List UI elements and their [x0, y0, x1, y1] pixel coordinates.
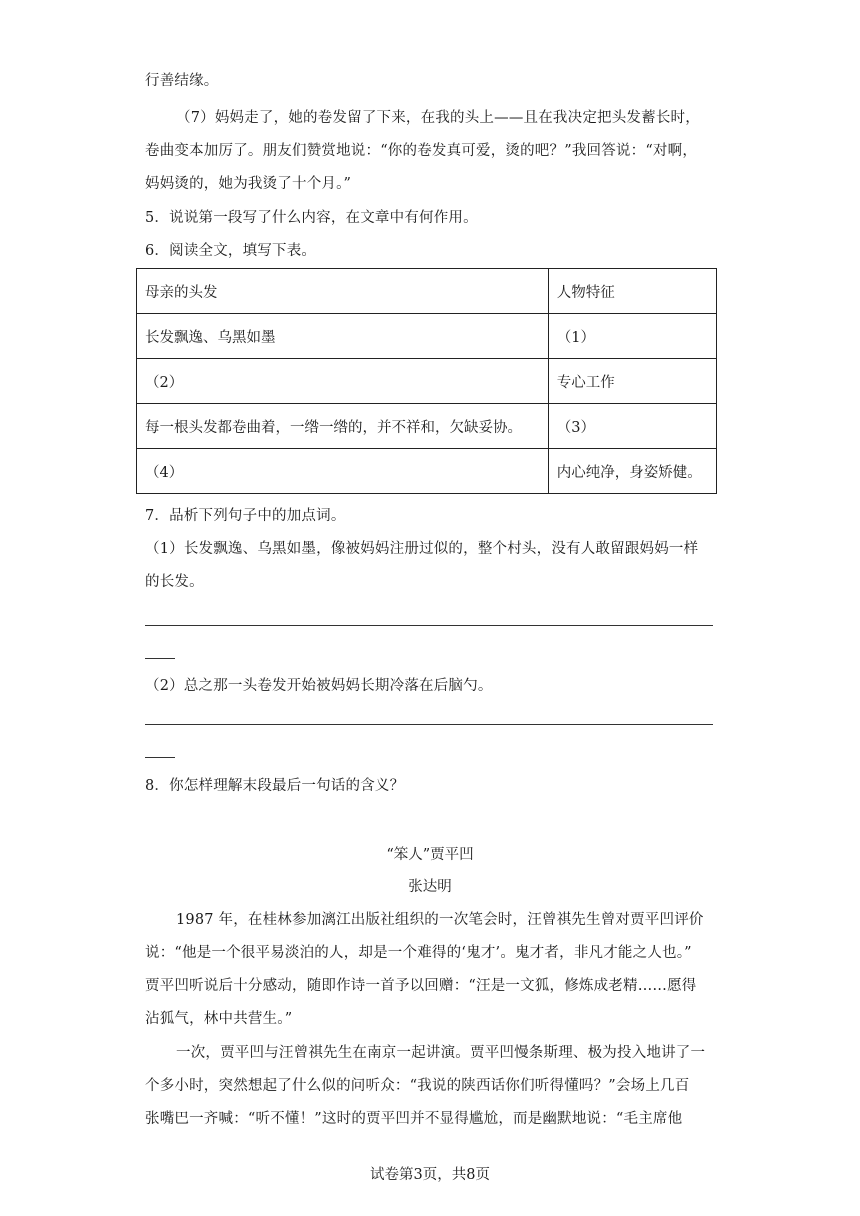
table-row: [137, 359, 717, 404]
answer-line[interactable]: [145, 625, 713, 626]
table-row: [137, 404, 717, 449]
question-7-2: （2）总之那一头卷发开始被妈妈长期冷落在后脑勺。: [145, 678, 493, 694]
table-row: [137, 449, 717, 494]
table-cell-blank[interactable]: （1）: [548, 314, 716, 359]
table-row: [137, 314, 717, 359]
article-author: 张达明: [408, 879, 452, 895]
table-cell: 长发飘逸、乌黑如墨: [137, 314, 549, 359]
table-header-cell: 母亲的头发: [137, 269, 549, 314]
paragraph-7-line-2: 卷曲变本加厉了。朋友们赞赏地说：“你的卷发真可爱，烫的吧？”我回答说：“对啊，: [145, 143, 698, 159]
paragraph-6-ending: 行善结缘。: [145, 73, 219, 89]
question-7-1-line-1: （1）长发飘逸、乌黑如墨，像被妈妈注册过似的，整个村头，没有人敢留跟妈妈一样: [145, 541, 699, 557]
table-header-row: [137, 269, 717, 314]
answer-line-tail[interactable]: [145, 757, 175, 758]
article-title: “笨人”贾平凹: [386, 847, 474, 863]
answer-line[interactable]: [145, 724, 713, 725]
table-header-cell: 人物特征: [548, 269, 716, 314]
article-line: 1987 年，在桂林参加漓江出版社组织的一次笔会时，汪曾祺先生曾对贾平凹评价: [176, 912, 704, 928]
answer-line-tail[interactable]: [145, 658, 175, 659]
table-cell-blank[interactable]: （3）: [548, 404, 716, 449]
table-cell-blank[interactable]: （4）: [137, 449, 549, 494]
table-cell: 内心纯净，身姿矫健。: [548, 449, 716, 494]
table-cell: 每一根头发都卷曲着，一绺一绺的，并不祥和，欠缺妥协。: [137, 404, 549, 449]
article-line: 沾狐气，林中共营生。”: [145, 1011, 293, 1027]
table-cell: 专心工作: [548, 359, 716, 404]
page-footer: 试卷第3页，共8页: [370, 1167, 490, 1183]
table-cell-blank[interactable]: （2）: [137, 359, 549, 404]
question-5: 5．说说第一段写了什么内容，在文章中有何作用。: [145, 210, 478, 226]
question-8: 8．你怎样理解末段最后一句话的含义？: [145, 778, 405, 794]
question-7-1-line-2: 的长发。: [145, 574, 204, 590]
article-line: 说：“他是一个很平易淡泊的人，却是一个难得的‘鬼才’。鬼才者，非凡才能之人也。”: [145, 945, 692, 961]
fill-in-table: [136, 268, 717, 494]
article-line: 一次，贾平凹与汪曾祺先生在南京一起讲演。贾平凹慢条斯理、极为投入地讲了一: [176, 1045, 706, 1061]
question-7: 7．品析下列句子中的加点词。: [145, 508, 346, 524]
question-6: 6．阅读全文，填写下表。: [145, 243, 317, 259]
paragraph-7-line-3: 妈妈烫的，她为我烫了十个月。”: [145, 176, 352, 192]
article-line: 贾平凹听说后十分感动，随即作诗一首予以回赠：“汪是一文狐，修炼成老精……愿得: [145, 978, 697, 994]
paragraph-7-line-1: （7）妈妈走了，她的卷发留了下来，在我的头上——且在我决定把头发蓄长时，: [176, 110, 700, 126]
article-line: 张嘴巴一齐喊：“听不懂！”这时的贾平凹并不显得尴尬，而是幽默地说：“毛主席他: [145, 1111, 683, 1127]
article-line: 个多小时，突然想起了什么似的问听众：“我说的陕西话你们听得懂吗？”会场上几百: [145, 1078, 690, 1094]
